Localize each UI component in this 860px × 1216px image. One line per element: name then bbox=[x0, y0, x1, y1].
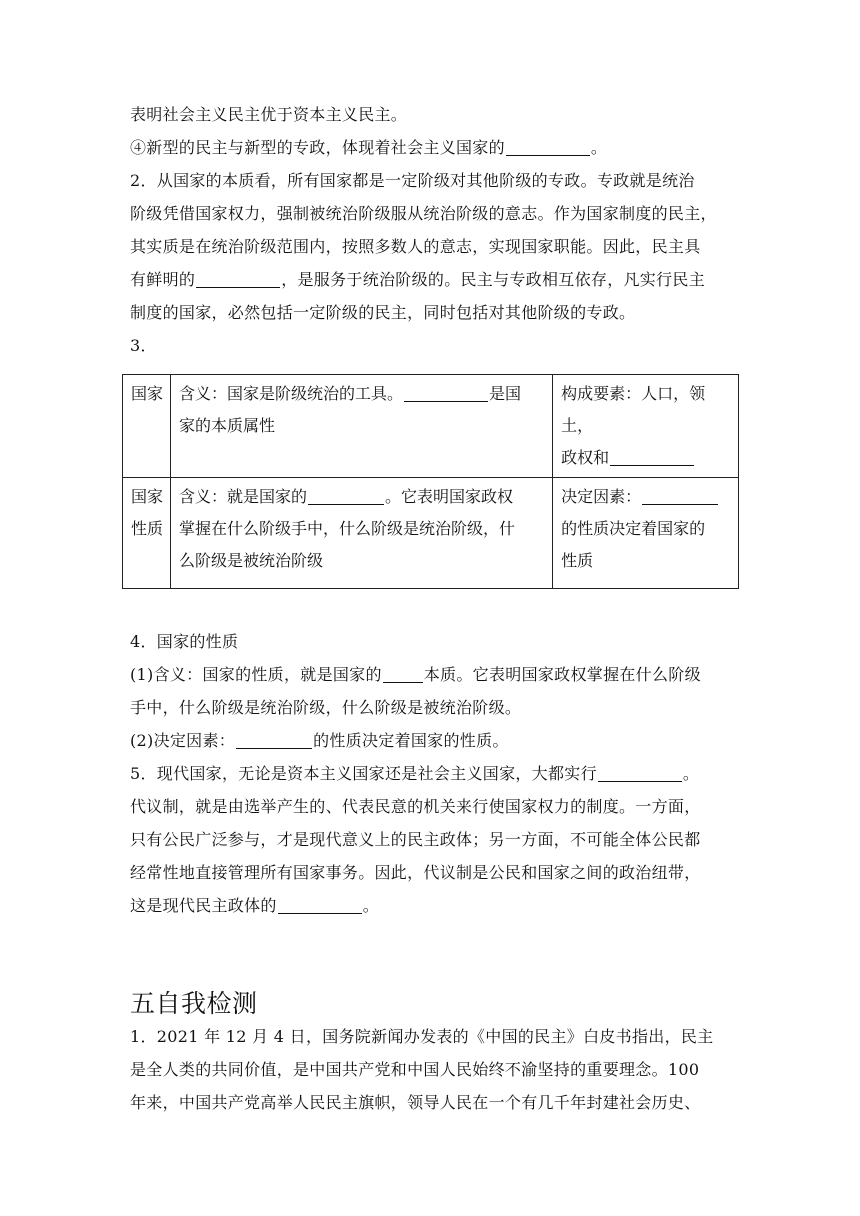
line-text: ，是服务于统治阶级的。民主与专政相互依存，凡实行民主 bbox=[281, 270, 706, 289]
line-text: 代议制，就是由选举产生的、代表民意的机关来行使国家权力的制度。一方面， bbox=[130, 797, 701, 816]
text-line bbox=[130, 230, 717, 263]
cell-text: 政权和 bbox=[561, 448, 610, 467]
self-test-text-block bbox=[130, 1020, 713, 1119]
line-text: 2．从国家的本质看，所有国家都是一定阶级对其他阶级的专政。专政就是统治 bbox=[130, 171, 695, 190]
line-text: 5．现代国家，无论是资本主义国家还是社会主义国家，大都实行 bbox=[130, 764, 597, 783]
line-text: 。 bbox=[590, 138, 608, 157]
cell-text: 国家 bbox=[131, 487, 164, 506]
fill-blank[interactable] bbox=[196, 269, 280, 288]
line-text: (1)含义：国家的性质，就是国家的 bbox=[130, 665, 382, 684]
elements-cell bbox=[553, 375, 739, 478]
bottom-text-block bbox=[130, 625, 701, 922]
line-text: 有鲜明的 bbox=[130, 270, 196, 289]
fill-blank[interactable] bbox=[278, 895, 362, 914]
fill-blank[interactable] bbox=[404, 383, 488, 402]
line-text: 是全人类的共同价值，是中国共产党和中国人民始终不渝坚持的重要理念。100 bbox=[130, 1060, 700, 1079]
line-text: 本质。它表明国家政权掌握在什么阶级 bbox=[423, 665, 701, 684]
cell-text: 掌握在什么阶级手中，什么阶级是统治阶级，什 bbox=[179, 519, 516, 538]
line-text: 。 bbox=[682, 764, 700, 783]
fill-blank[interactable] bbox=[610, 447, 694, 466]
factor-cell bbox=[553, 478, 739, 589]
cell-text: 家的本质属性 bbox=[179, 416, 276, 435]
text-line bbox=[130, 856, 701, 889]
text-line bbox=[130, 658, 701, 691]
text-line bbox=[130, 1086, 713, 1119]
line-text: 其实质是在统治阶级范围内，按照多数人的意志，实现国家职能。因此，民主具 bbox=[130, 237, 701, 256]
text-line bbox=[130, 98, 717, 131]
text-line bbox=[130, 724, 701, 757]
fill-blank[interactable] bbox=[598, 763, 682, 782]
line-text: 经常性地直接管理所有国家事务。因此，代议制是公民和国家之间的政治纽带， bbox=[130, 863, 701, 882]
cell-text: 构成要素：人口，领土， bbox=[561, 384, 706, 435]
fill-blank[interactable] bbox=[236, 730, 312, 749]
text-line bbox=[130, 164, 717, 197]
text-line bbox=[130, 263, 717, 296]
text-line bbox=[130, 197, 717, 230]
line-text: 1．2021 年 12 月 4 日，国务院新闻办发表的《中国的民主》白皮书指出，民主 bbox=[130, 1027, 714, 1046]
fill-blank[interactable] bbox=[506, 137, 590, 156]
text-line bbox=[130, 1053, 713, 1086]
state-nature-table bbox=[122, 374, 739, 589]
fill-blank[interactable] bbox=[308, 486, 384, 505]
cell-text: 。它表明国家政权 bbox=[385, 487, 514, 506]
line-text: 。 bbox=[362, 896, 380, 915]
line-text: 只有公民广泛参与，才是现代意义上的民主政体；另一方面，不可能全体公民都 bbox=[130, 830, 701, 849]
fill-blank[interactable] bbox=[383, 664, 423, 683]
text-line bbox=[130, 691, 701, 724]
line-text: 的性质决定着国家的性质。 bbox=[313, 731, 509, 750]
line-text: 4．国家的性质 bbox=[130, 632, 239, 651]
line-text: 阶级凭借国家权力，强制被统治阶级服从统治阶级的意志。作为国家制度的民主， bbox=[130, 204, 717, 223]
text-line bbox=[130, 296, 717, 329]
row-label bbox=[123, 478, 171, 589]
text-line bbox=[130, 790, 701, 823]
line-text: 年来，中国共产党高举人民民主旗帜，领导人民在一个有几千年封建社会历史、 bbox=[130, 1093, 701, 1112]
top-text-block bbox=[130, 98, 717, 362]
section-heading: 五自我检测 bbox=[130, 989, 258, 1018]
text-line bbox=[130, 823, 701, 856]
line-text: 3． bbox=[130, 336, 157, 355]
text-line bbox=[130, 1020, 713, 1053]
line-text: (2)决定因素： bbox=[130, 731, 236, 750]
text-line bbox=[130, 131, 717, 164]
text-line bbox=[130, 889, 701, 922]
text-line bbox=[130, 329, 717, 362]
meaning-cell bbox=[171, 375, 553, 478]
cell-text: 国家 bbox=[131, 384, 164, 403]
table-row bbox=[123, 375, 739, 478]
line-text: ④新型的民主与新型的专政，体现着社会主义国家的 bbox=[130, 138, 505, 157]
line-text: 表明社会主义民主优于资本主义民主。 bbox=[130, 105, 408, 124]
meaning-cell bbox=[171, 478, 553, 589]
cell-text: 含义：就是国家的 bbox=[179, 487, 308, 506]
cell-text: 么阶级是被统治阶级 bbox=[179, 551, 324, 570]
cell-text: 含义：国家是阶级统治的工具。 bbox=[179, 384, 404, 403]
cell-text: 决定因素： bbox=[561, 487, 642, 506]
cell-text: 性质 bbox=[131, 519, 164, 538]
row-label bbox=[123, 375, 171, 478]
table-row bbox=[123, 478, 739, 589]
cell-text: 是国 bbox=[489, 384, 522, 403]
text-line bbox=[130, 757, 701, 790]
line-text: 手中，什么阶级是统治阶级，什么阶级是被统治阶级。 bbox=[130, 698, 522, 717]
cell-text: 性质 bbox=[561, 551, 594, 570]
line-text: 制度的国家，必然包括一定阶级的民主，同时包括对其他阶级的专政。 bbox=[130, 303, 636, 322]
text-line bbox=[130, 625, 701, 658]
line-text: 这是现代民主政体的 bbox=[130, 896, 277, 915]
cell-text: 的性质决定着国家的 bbox=[561, 519, 706, 538]
fill-blank[interactable] bbox=[642, 486, 718, 505]
